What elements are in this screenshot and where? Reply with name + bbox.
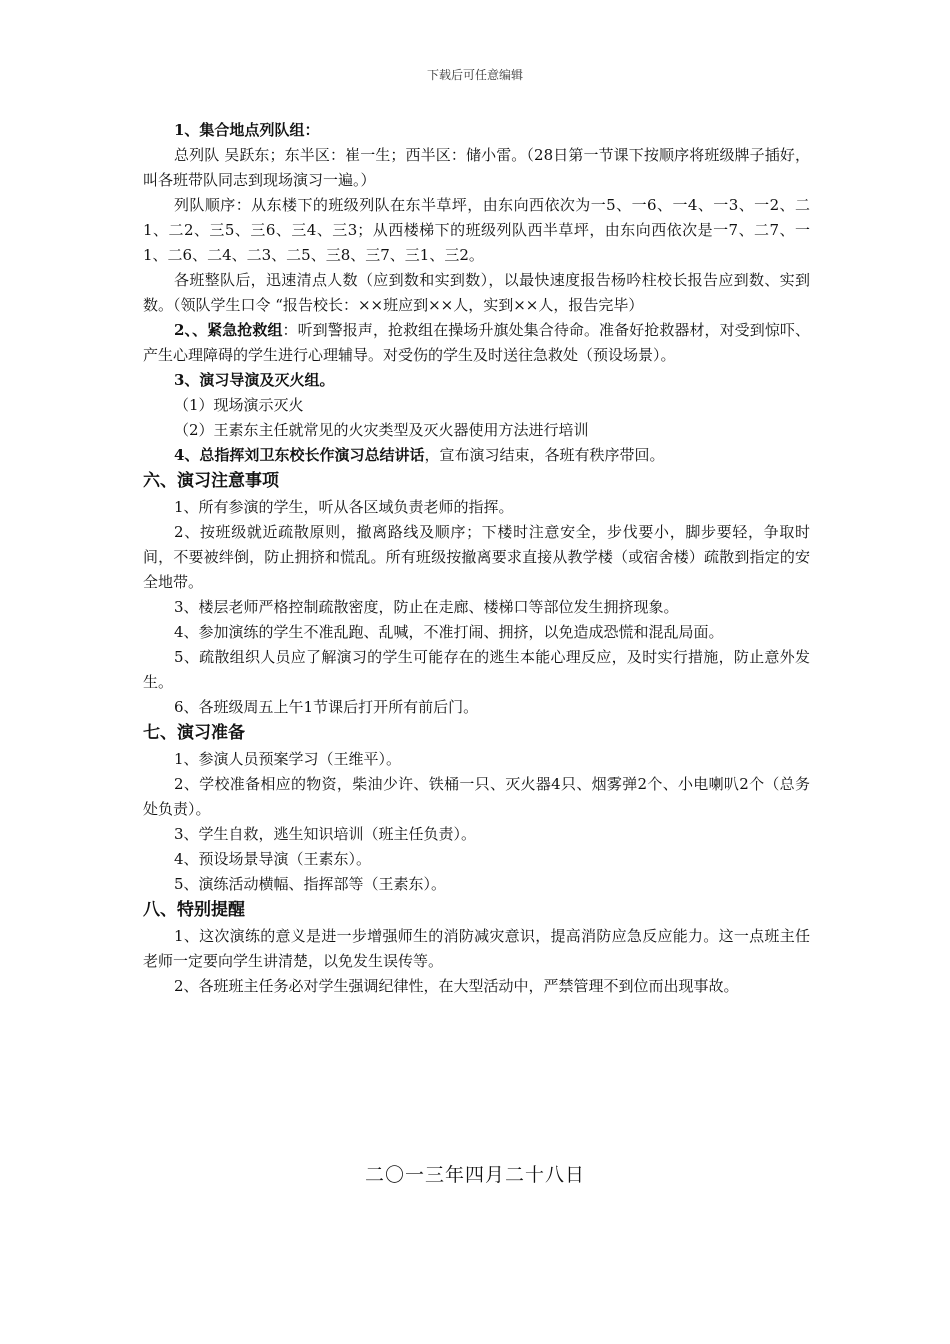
list-item: 4、参加演练的学生不准乱跑、乱喊，不准打闹、拥挤，以免造成恐慌和混乱局面。 (174, 623, 724, 641)
page-header: 下载后可任意编辑 (426, 68, 523, 82)
section-4-title: 4、总指挥刘卫东校长作演习总结讲话 (174, 446, 425, 464)
section-2-body: ：听到警报声，抢救组在操场升旗处集合待命。准备好抢救器材，对受到惊吓、产生心理障碍的学生进行心理辅导。对受伤的学生及时送往急救处（预设场景）。 (143, 321, 810, 364)
section-1-paragraph: 总列队 吴跃东；东半区：崔一生；西半区：储小雷。（28日第一节课下按顺序将班级牌子插好，叫各班带队同志到现场演习一遍。） (143, 146, 810, 189)
section-1-paragraph: 各班整队后，迅速清点人数（应到数和实到数），以最快速度报告杨吟柱校长报告应到数、实到数。（领队学生口令 “报告校长：××班应到××人，实到××人，报告完毕） (143, 271, 810, 314)
list-item: 5、疏散组织人员应了解演习的学生可能存在的逃生本能心理反应，及时实行措施，防止意外发生。 (143, 648, 810, 691)
section-3-title: 3、演习导演及灭火组。 (174, 371, 335, 389)
section-2-paragraph (143, 318, 810, 368)
document-date: 二〇一三年四月二十八日 (364, 1164, 585, 1186)
list-item: 6、各班级周五上午1节课后打开所有前后门。 (174, 698, 479, 716)
section-1-title: 1、集合地点列队组： (174, 121, 320, 139)
section-1-paragraph: 列队顺序：从东楼下的班级列队在东半草坪，由东向西依次为一5、一6、一4、一3、一2、二1、二2、三5、三6、三4、三3；从西楼梯下的班级列队西半草坪，由东向西依次是一7、二7、一1、二6、二4、二3、二5、三8、三7、三1、三2。 (143, 196, 810, 264)
section-4-body: ，宣布演习结束，各班有秩序带回。 (424, 446, 665, 464)
heading-seven: 七、演习准备 (143, 723, 245, 743)
list-item: 3、学生自救，逃生知识培训（班主任负责）。 (174, 825, 477, 843)
section-2-title: 2、、紧急抢救组 (174, 321, 283, 339)
section-3-item: （2）王素东主任就常见的火灾类型及灭火器使用方法进行培训 (174, 421, 589, 439)
section-4-paragraph (143, 443, 810, 468)
document-body (143, 118, 810, 999)
list-item: 3、楼层老师严格控制疏散密度，防止在走廊、楼梯口等部位发生拥挤现象。 (174, 598, 679, 616)
list-item: 2、学校准备相应的物资，柴油少许、铁桶一只、灭火器4只、烟雾弹2个、小电喇叭2个（总务处负责）。 (143, 775, 810, 818)
heading-six: 六、演习注意事项 (143, 471, 279, 491)
list-item: 2、各班班主任务必对学生强调纪律性，在大型活动中，严禁管理不到位而出现事故。 (174, 977, 739, 995)
list-item: 2、按班级就近疏散原则，撤离路线及顺序；下楼时注意安全，步伐要小，脚步要轻，争取时间，不要被绊倒，防止拥挤和慌乱。所有班级按撤离要求直接从教学楼（或宿舍楼）疏散到指定的安全地带。 (143, 523, 810, 591)
section-3-item: （1）现场演示灭火 (174, 396, 304, 414)
heading-eight: 八、特别提醒 (143, 900, 245, 920)
list-item: 1、参演人员预案学习（王维平）。 (174, 750, 402, 768)
list-item: 5、演练活动横幅、指挥部等（王素东）。 (174, 875, 447, 893)
list-item: 1、所有参演的学生，听从各区域负责老师的指挥。 (174, 498, 514, 516)
list-item: 4、预设场景导演（王素东）。 (174, 850, 372, 868)
list-item: 1、这次演练的意义是进一步增强师生的消防减灾意识，提高消防应急反应能力。这一点班主任老师一定要向学生讲清楚，以免发生误传等。 (143, 927, 810, 970)
